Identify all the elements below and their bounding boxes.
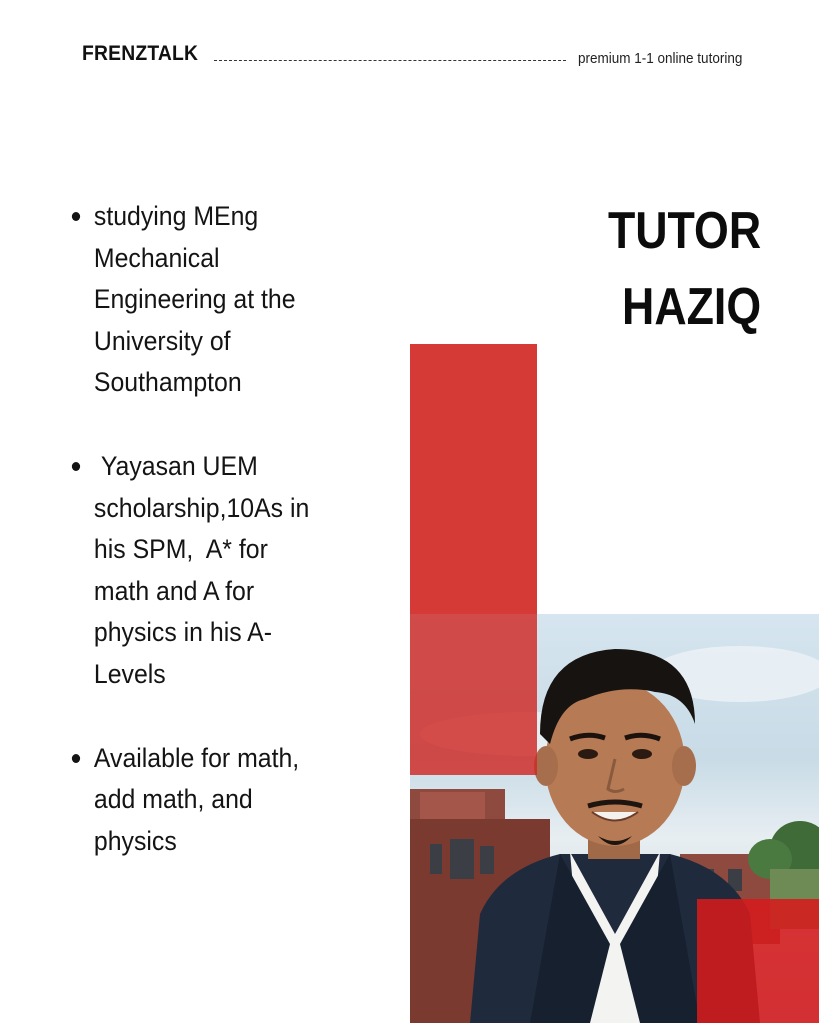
- list-item: [70, 446, 328, 696]
- brand-name: FRENZTALK: [82, 42, 199, 65]
- bullet-dot: [72, 462, 80, 471]
- bullet-dot: [72, 212, 80, 221]
- list-item: [70, 196, 328, 404]
- title-line-name: HAZIQ: [621, 278, 761, 336]
- page-title: [608, 200, 761, 338]
- bullet-text: studying MEng Mechanical Engineering at the University of Southampton: [93, 201, 303, 398]
- accent-red-overlay-top: [410, 614, 537, 775]
- bullet-text: Available for math, add math, and physics: [93, 742, 307, 856]
- tagline: premium 1-1 online tutoring: [578, 50, 743, 67]
- title-line-tutor: TUTOR: [607, 202, 761, 260]
- highlights-list: [70, 196, 350, 862]
- accent-red-corner: [697, 899, 819, 1023]
- bullet-dot: [72, 754, 80, 763]
- header-divider: [214, 60, 566, 61]
- list-item: [70, 738, 328, 863]
- bullet-text: Yayasan UEM scholarship,10As in his SPM, A* for math and A for physics in his A-Levels: [93, 450, 317, 689]
